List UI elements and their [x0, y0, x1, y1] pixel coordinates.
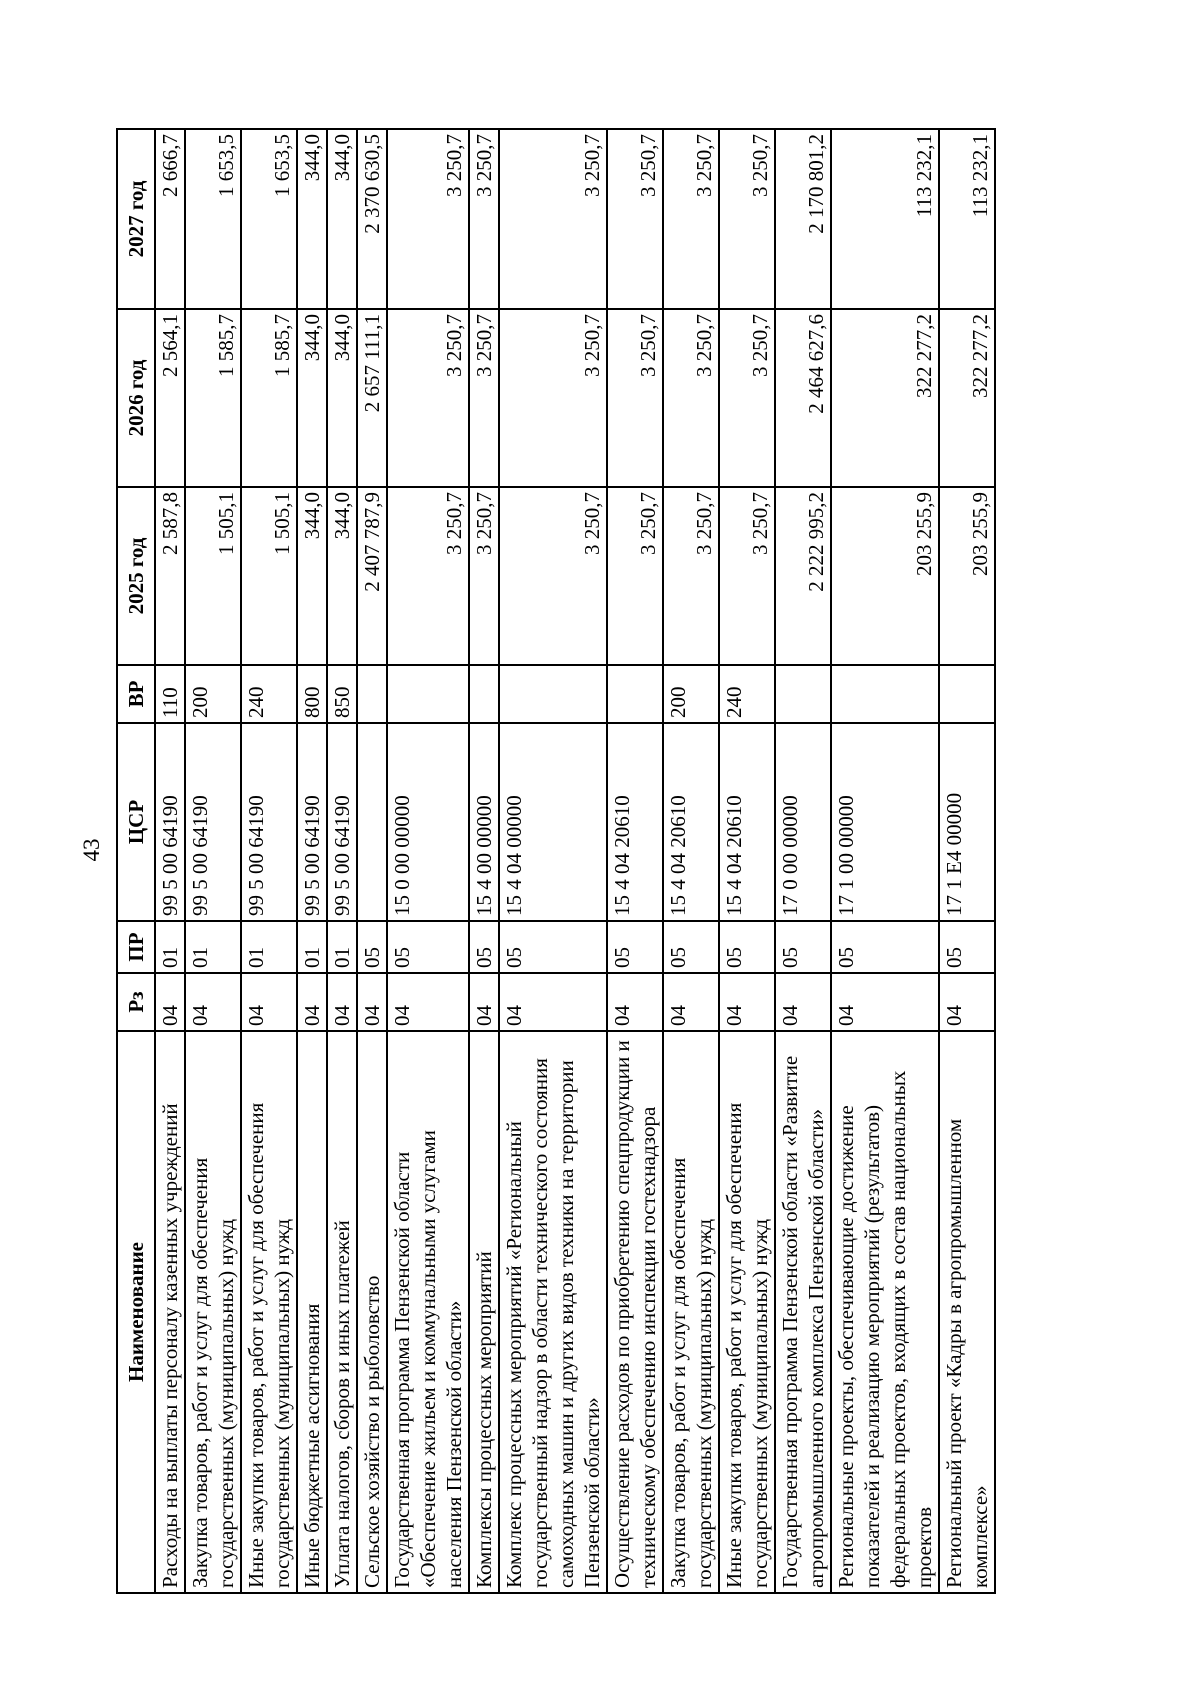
cell-name: Уплата налогов, сборов и иных платежей — [327, 1031, 357, 1593]
table-row — [499, 129, 607, 1593]
table-row — [719, 129, 775, 1593]
cell-csr: 15 4 04 00000 — [499, 723, 607, 921]
cell-2027: 113 232,1 — [831, 129, 939, 309]
rotated-page — [116, 130, 1062, 1594]
cell-rz: 04 — [831, 973, 939, 1031]
cell-2026: 3 250,7 — [469, 309, 499, 487]
cell-vr: 110 — [155, 665, 185, 723]
cell-pr: 01 — [241, 921, 297, 973]
cell-2027: 113 232,1 — [939, 129, 995, 309]
cell-rz: 04 — [607, 973, 663, 1031]
cell-2025: 203 255,9 — [939, 487, 995, 665]
cell-2027: 2 170 801,2 — [775, 129, 831, 309]
cell-2027: 3 250,7 — [663, 129, 719, 309]
cell-vr: 200 — [185, 665, 241, 723]
cell-vr — [775, 665, 831, 723]
cell-name: Сельское хозяйство и рыболовство — [357, 1031, 387, 1593]
table-row — [831, 129, 939, 1593]
cell-2027: 3 250,7 — [499, 129, 607, 309]
cell-rz: 04 — [241, 973, 297, 1031]
cell-csr: 99 5 00 64190 — [327, 723, 357, 921]
cell-csr: 15 0 00 00000 — [387, 723, 469, 921]
cell-rz: 04 — [499, 973, 607, 1031]
cell-name: Государственная программа Пензенской области «Развитие агропромышленного комплекса Пензенской области» — [775, 1031, 831, 1593]
cell-rz: 04 — [469, 973, 499, 1031]
header-vr: ВР — [117, 665, 155, 723]
cell-name: Иные закупки товаров, работ и услуг для обеспечения государственных (муниципальных) нужд — [719, 1031, 775, 1593]
cell-csr — [357, 723, 387, 921]
cell-2025: 3 250,7 — [499, 487, 607, 665]
cell-vr: 850 — [327, 665, 357, 723]
cell-rz: 04 — [719, 973, 775, 1031]
cell-2026: 1 585,7 — [241, 309, 297, 487]
cell-pr: 05 — [939, 921, 995, 973]
cell-name: Расходы на выплаты персоналу казенных учреждений — [155, 1031, 185, 1593]
cell-vr: 200 — [663, 665, 719, 723]
cell-csr: 17 0 00 00000 — [775, 723, 831, 921]
cell-2026: 3 250,7 — [607, 309, 663, 487]
cell-name: Закупка товаров, работ и услуг для обеспечения государственных (муниципальных) нужд — [663, 1031, 719, 1593]
cell-2026: 3 250,7 — [663, 309, 719, 487]
cell-pr: 05 — [357, 921, 387, 973]
cell-2026: 2 464 627,6 — [775, 309, 831, 487]
table-row — [663, 129, 719, 1593]
cell-pr: 05 — [469, 921, 499, 973]
cell-vr — [831, 665, 939, 723]
cell-2027: 3 250,7 — [387, 129, 469, 309]
table-row — [939, 129, 995, 1593]
cell-2027: 344,0 — [327, 129, 357, 309]
cell-rz: 04 — [155, 973, 185, 1031]
cell-pr: 01 — [297, 921, 327, 973]
cell-vr — [499, 665, 607, 723]
cell-rz: 04 — [387, 973, 469, 1031]
cell-2027: 1 653,5 — [241, 129, 297, 309]
cell-2025: 203 255,9 — [831, 487, 939, 665]
cell-csr: 99 5 00 64190 — [241, 723, 297, 921]
table-row — [327, 129, 357, 1593]
cell-rz: 04 — [775, 973, 831, 1031]
cell-pr: 01 — [327, 921, 357, 973]
cell-name: Государственная программа Пензенской области «Обеспечение жильем и коммунальными услугами населения Пензенской области» — [387, 1031, 469, 1593]
cell-2027: 3 250,7 — [719, 129, 775, 309]
cell-csr: 15 4 04 20610 — [607, 723, 663, 921]
cell-2027: 2 370 630,5 — [357, 129, 387, 309]
cell-2026: 322 277,2 — [939, 309, 995, 487]
cell-rz: 04 — [327, 973, 357, 1031]
cell-pr: 01 — [185, 921, 241, 973]
cell-name: Иные бюджетные ассигнования — [297, 1031, 327, 1593]
budget-table — [116, 128, 996, 1594]
cell-2025: 344,0 — [327, 487, 357, 665]
cell-rz: 04 — [663, 973, 719, 1031]
cell-pr: 05 — [663, 921, 719, 973]
cell-csr: 17 1 Е4 00000 — [939, 723, 995, 921]
cell-vr — [939, 665, 995, 723]
table-row — [607, 129, 663, 1593]
table-row — [387, 129, 469, 1593]
cell-2026: 322 277,2 — [831, 309, 939, 487]
cell-csr: 99 5 00 64190 — [155, 723, 185, 921]
table-body — [155, 129, 995, 1593]
table-row — [775, 129, 831, 1593]
cell-name: Осуществление расходов по приобретению спецпродукции и техническому обеспечению инспекции гостехнадзора — [607, 1031, 663, 1593]
cell-csr: 17 1 00 00000 — [831, 723, 939, 921]
cell-pr: 05 — [831, 921, 939, 973]
cell-2025: 3 250,7 — [469, 487, 499, 665]
cell-rz: 04 — [357, 973, 387, 1031]
cell-vr — [387, 665, 469, 723]
cell-pr: 05 — [719, 921, 775, 973]
cell-2025: 2 587,8 — [155, 487, 185, 665]
cell-csr: 99 5 00 64190 — [185, 723, 241, 921]
cell-rz: 04 — [939, 973, 995, 1031]
cell-pr: 05 — [387, 921, 469, 973]
cell-2026: 2 564,1 — [155, 309, 185, 487]
cell-pr: 05 — [499, 921, 607, 973]
cell-vr: 800 — [297, 665, 327, 723]
table-row — [297, 129, 327, 1593]
header-2027: 2027 год — [117, 129, 155, 309]
cell-csr: 15 4 00 00000 — [469, 723, 499, 921]
cell-name: Комплексы процессных мероприятий — [469, 1031, 499, 1593]
header-2025: 2025 год — [117, 487, 155, 665]
table-row — [469, 129, 499, 1593]
cell-pr: 01 — [155, 921, 185, 973]
header-pr: ПР — [117, 921, 155, 973]
cell-csr: 99 5 00 64190 — [297, 723, 327, 921]
cell-pr: 05 — [607, 921, 663, 973]
cell-vr — [469, 665, 499, 723]
cell-2026: 3 250,7 — [719, 309, 775, 487]
cell-csr: 15 4 04 20610 — [663, 723, 719, 921]
cell-2025: 344,0 — [297, 487, 327, 665]
table-row — [155, 129, 185, 1593]
cell-vr — [607, 665, 663, 723]
table-row — [241, 129, 297, 1593]
cell-pr: 05 — [775, 921, 831, 973]
header-rz: Рз — [117, 973, 155, 1031]
cell-2026: 344,0 — [297, 309, 327, 487]
cell-2025: 1 505,1 — [185, 487, 241, 665]
table-header-row — [117, 129, 155, 1593]
cell-vr: 240 — [719, 665, 775, 723]
cell-2027: 3 250,7 — [469, 129, 499, 309]
cell-2026: 344,0 — [327, 309, 357, 487]
cell-name: Иные закупки товаров, работ и услуг для обеспечения государственных (муниципальных) нужд — [241, 1031, 297, 1593]
cell-2027: 2 666,7 — [155, 129, 185, 309]
cell-vr — [357, 665, 387, 723]
cell-name: Региональный проект «Кадры в агропромышленном комплексе» — [939, 1031, 995, 1593]
cell-2025: 3 250,7 — [719, 487, 775, 665]
cell-csr: 15 4 04 20610 — [719, 723, 775, 921]
cell-rz: 04 — [185, 973, 241, 1031]
cell-2025: 1 505,1 — [241, 487, 297, 665]
cell-2025: 2 407 787,9 — [357, 487, 387, 665]
cell-2025: 3 250,7 — [663, 487, 719, 665]
cell-2026: 3 250,7 — [387, 309, 469, 487]
cell-name: Региональные проекты, обеспечивающие достижение показателей и реализацию мероприятий (результатов) федеральных проектов, входящих в состав национальных проектов — [831, 1031, 939, 1593]
header-name: Наименование — [117, 1031, 155, 1593]
cell-vr: 240 — [241, 665, 297, 723]
cell-2027: 3 250,7 — [607, 129, 663, 309]
cell-name: Комплекс процессных мероприятий «Региональный государственный надзор в области технического состояния самоходных машин и других видов техники на территории Пензенской области» — [499, 1031, 607, 1593]
cell-2026: 3 250,7 — [499, 309, 607, 487]
table-row — [185, 129, 241, 1593]
cell-2025: 3 250,7 — [387, 487, 469, 665]
cell-2026: 1 585,7 — [185, 309, 241, 487]
header-csr: ЦСР — [117, 723, 155, 921]
cell-rz: 04 — [297, 973, 327, 1031]
cell-2027: 344,0 — [297, 129, 327, 309]
cell-2027: 1 653,5 — [185, 129, 241, 309]
cell-2025: 3 250,7 — [607, 487, 663, 665]
cell-2025: 2 222 995,2 — [775, 487, 831, 665]
page-number: 43 — [79, 838, 104, 862]
cell-2026: 2 657 111,1 — [357, 309, 387, 487]
header-2026: 2026 год — [117, 309, 155, 487]
table-row — [357, 129, 387, 1593]
cell-name: Закупка товаров, работ и услуг для обеспечения государственных (муниципальных) нужд — [185, 1031, 241, 1593]
